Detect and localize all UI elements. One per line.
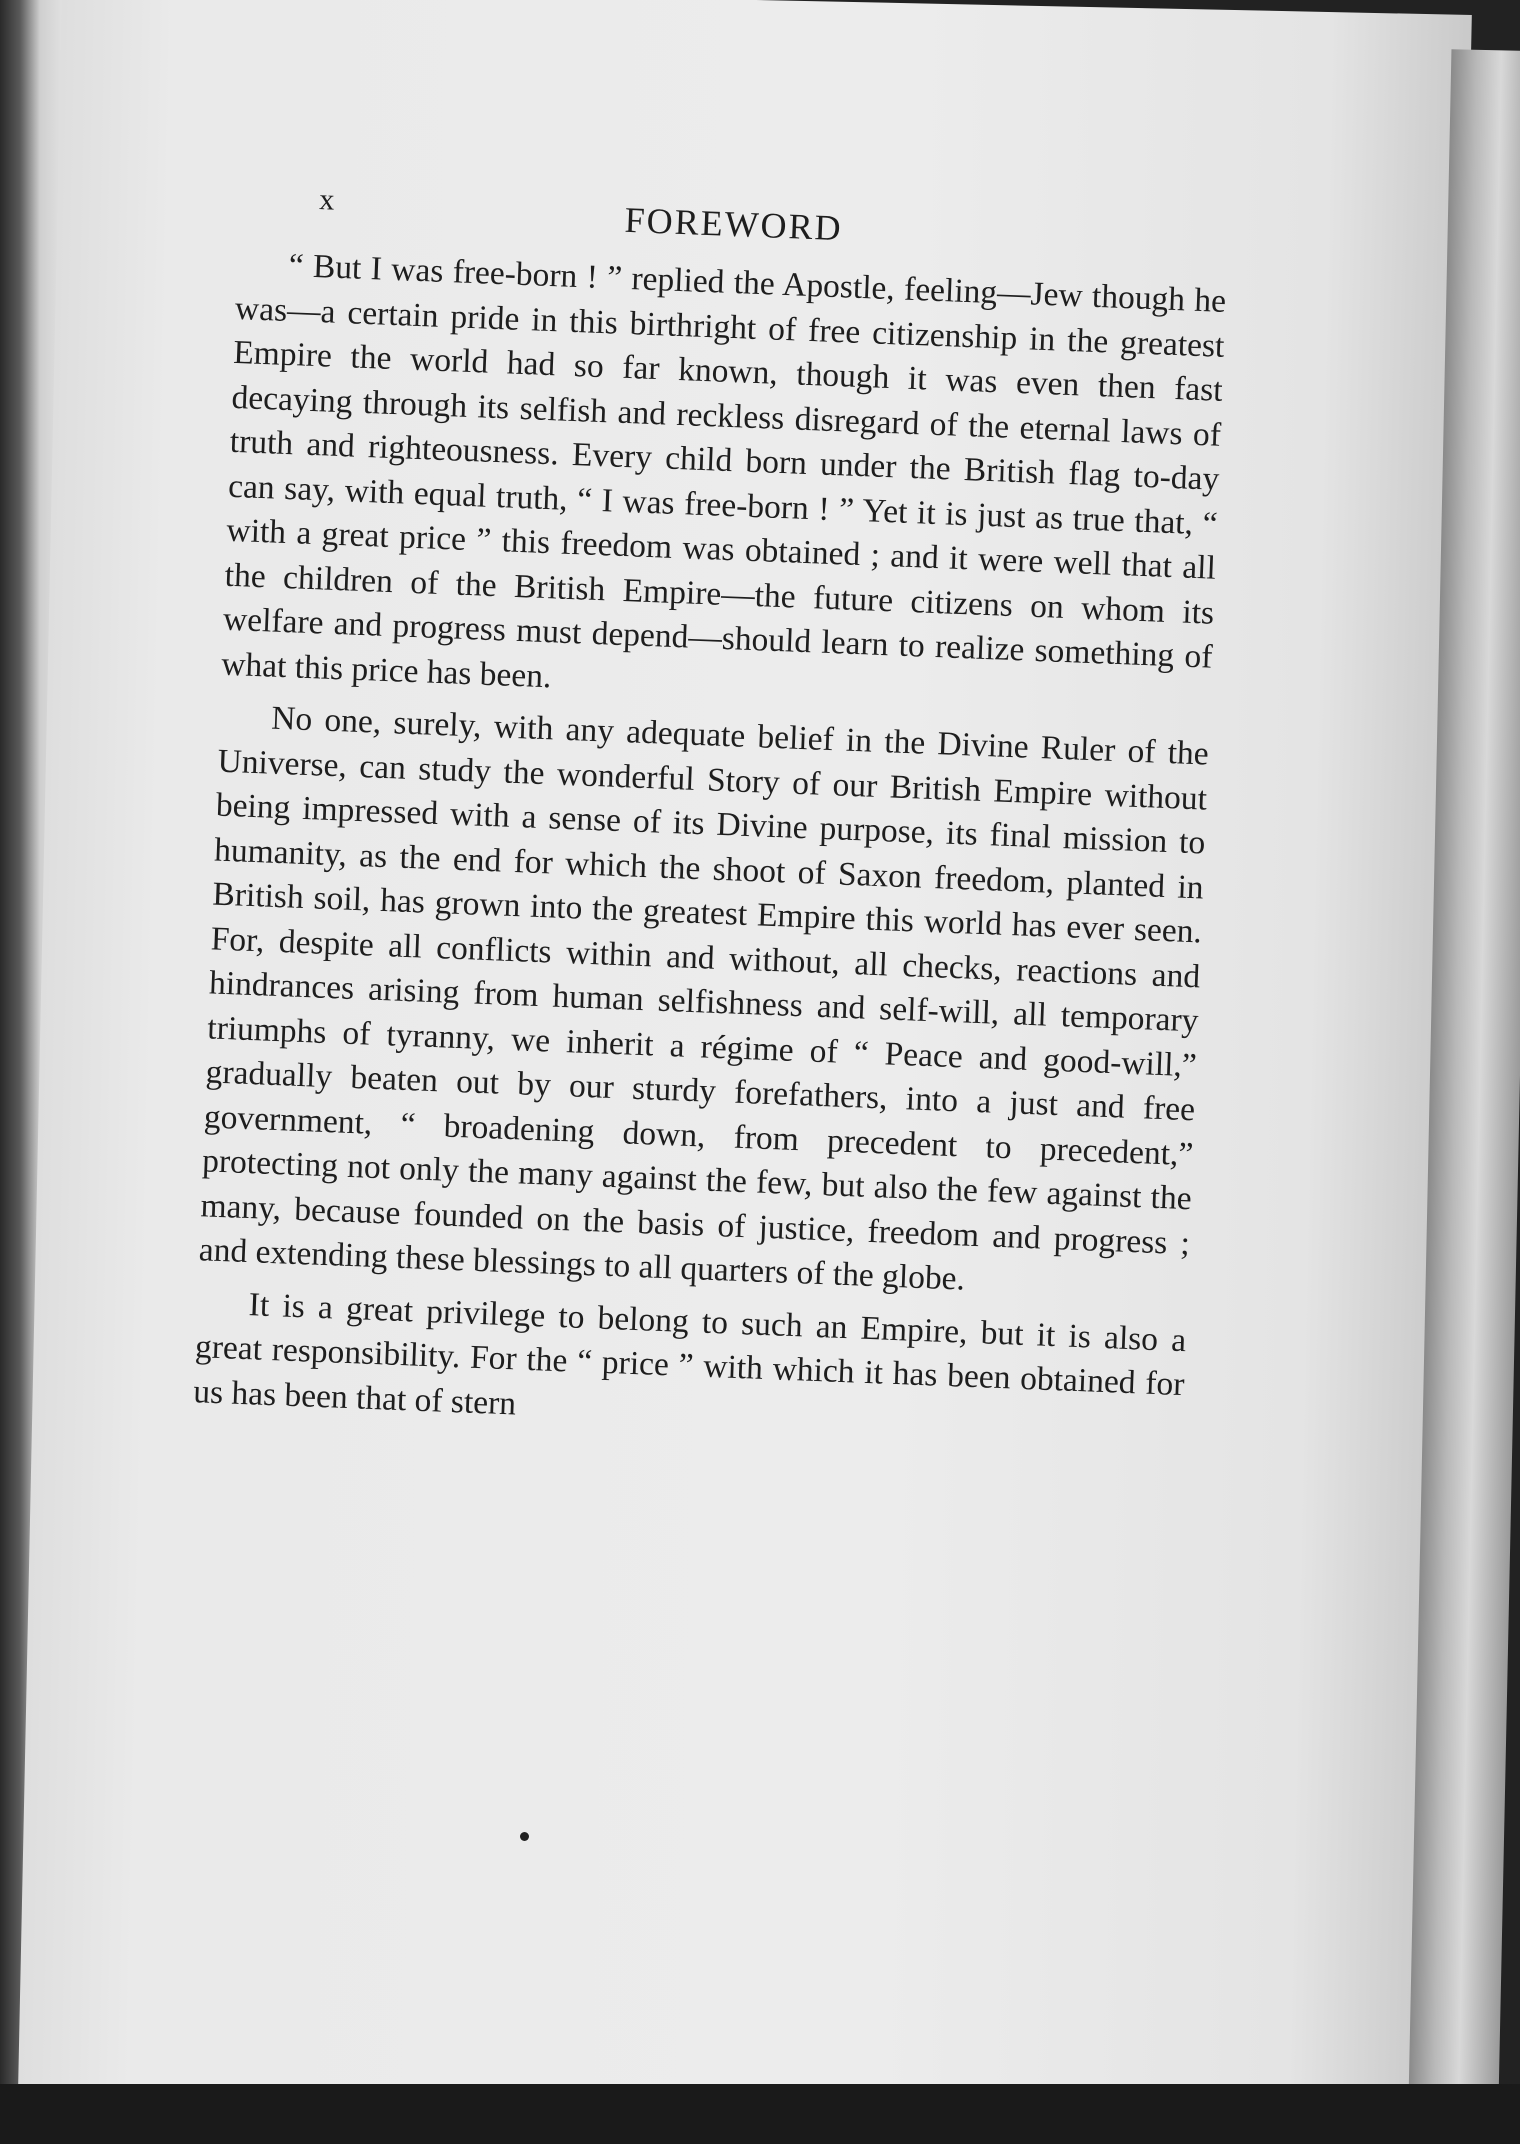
paragraph-1: “ But I was free-born ! ” replied the Apostle, feeling—Jew though he was—a certain pride in this birthright of free citizenship in the greatest Empire the world had so far known, though it was even then fast decaying through its selfish and reckless disregard of the eternal laws of truth and righteousness. Every child born under the British flag to-day can say, with equal truth, “ I was free-born ! ” Yet it is just as true that, “ with a great price ” this freedom was obtained ; and it were well that all the children of the British Empire—the future citizens on whom its welfare and progress must depend—should learn to realize something of what this price has been. [220, 246, 1227, 695]
bottom-shadow [0, 2084, 1520, 2144]
ink-speck [520, 1832, 529, 1841]
paragraph-2: No one, surely, with any adequate belief in the Divine Ruler of the Universe, can study the wonderful Story of our British Empire without being impressed with a sense of its Divine purpose, its final mission to humanity, as the end for which the shoot of Saxon freedom, planted in British soil, has grown into the greatest Empire this world has ever seen. For, despite all conflicts within and without, all checks, reactions and hindrances arising from human selfishness and self-will, all temporary triumphs of tyranny, we inherit a régime of “ Peace and good-will,” gradually beaten out by our sturdy forefathers, into a just and free government, “ broadening down, from precedent to precedent,” protecting not only the many against the few, but also the few against the many, because founded on the basis of justice, freedom and progress ; and extending these blessings to all quarters of the globe. [198, 699, 1210, 1298]
running-head: FOREWORD [623, 199, 844, 249]
page-text-block [192, 180, 1229, 1460]
page-number: x [318, 183, 336, 217]
paragraph-3: It is a great privilege to belong to such an Empire, but it is also a great responsibility. For the “ price ” with which it has been obtained for us has been that of stern [192, 1285, 1187, 1422]
